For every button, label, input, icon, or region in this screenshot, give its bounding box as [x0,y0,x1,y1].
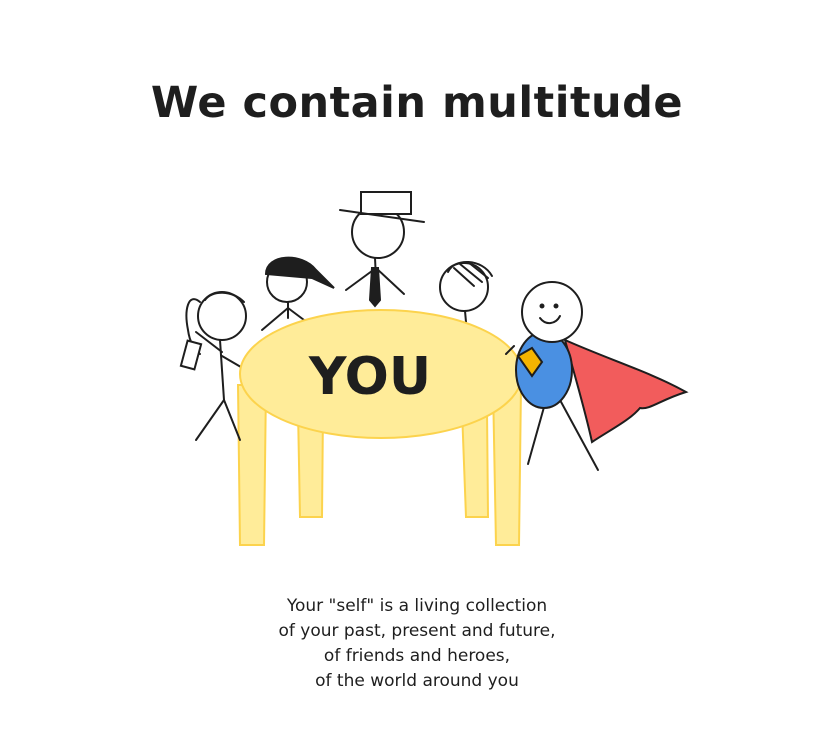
caption-line: of the world around you [315,671,519,691]
caption-line: Your "self" is a living collection [286,596,548,616]
caption-line: of your past, present and future, [278,621,556,641]
top-hat-figure [340,192,424,306]
caption-line: of friends and heroes, [323,646,511,666]
table-label: YOU [308,347,432,407]
curly-hair-figure [440,262,492,322]
diagram-title: We contain multitude [150,78,684,128]
caption [0,594,834,694]
ponytail-figure [181,292,246,440]
superhero-figure [506,282,686,470]
